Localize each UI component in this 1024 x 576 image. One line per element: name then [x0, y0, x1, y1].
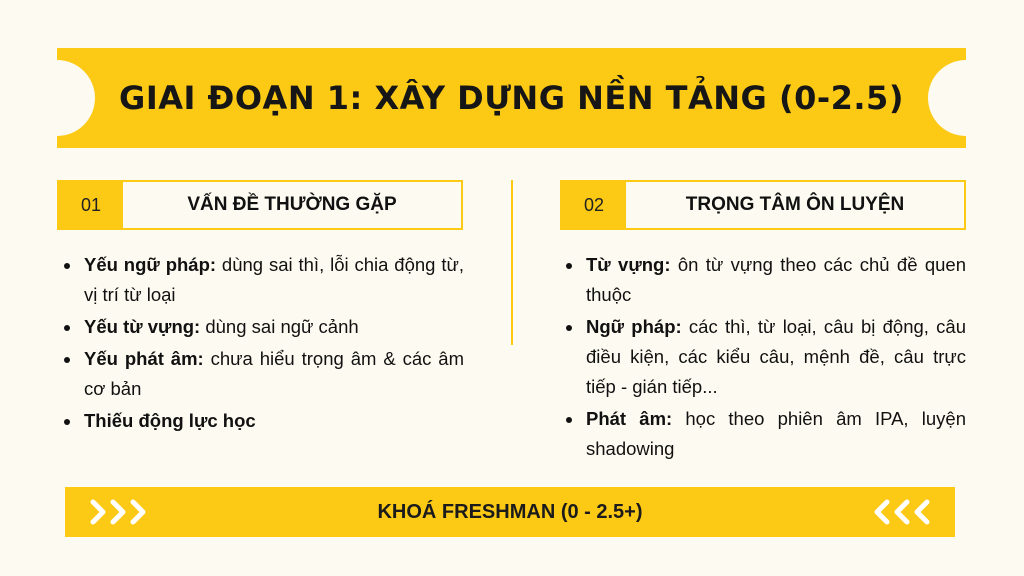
course-footer-bar: [65, 487, 955, 537]
right-focus-list: [562, 250, 966, 466]
title-banner: [57, 48, 966, 148]
course-name: KHOÁ FRESHMAN (0 - 2.5+): [377, 500, 643, 523]
list-item: • Thiếu động lực học: [82, 406, 464, 436]
list-item: • Yếu ngữ pháp: dùng sai thì, lỗi chia động từ, vị trí từ loại: [82, 250, 464, 310]
column-divider: [511, 180, 513, 345]
right-section-heading: TRỌNG TÂM ÔN LUYỆN: [685, 194, 905, 215]
right-section-number: 02: [562, 182, 626, 228]
left-issue-list: [60, 250, 464, 438]
list-item: • Ngữ pháp: các thì, từ loại, câu bị động, câu điều kiện, các kiểu câu, mệnh đề, câu trực tiếp - gián tiếp...: [584, 312, 966, 402]
list-item: • Phát âm: học theo phiên âm IPA, luyện shadowing: [584, 404, 966, 464]
page-title: GIAI ĐOẠN 1: XÂY DỰNG NỀN TẢNG (0-2.5): [119, 79, 904, 117]
left-section-header: [57, 180, 463, 230]
right-section-header: [560, 180, 966, 230]
list-item: • Từ vựng: ôn từ vựng theo các chủ đề quen thuộc: [584, 250, 966, 310]
triple-chevron-left-icon: [867, 496, 931, 528]
list-item: • Yếu phát âm: chưa hiểu trọng âm & các âm cơ bản: [82, 344, 464, 404]
list-item: • Yếu từ vựng: dùng sai ngữ cảnh: [82, 312, 464, 342]
left-section-heading: VẤN ĐỀ THƯỜNG GẶP: [187, 194, 397, 215]
left-section-number: 01: [59, 182, 123, 228]
